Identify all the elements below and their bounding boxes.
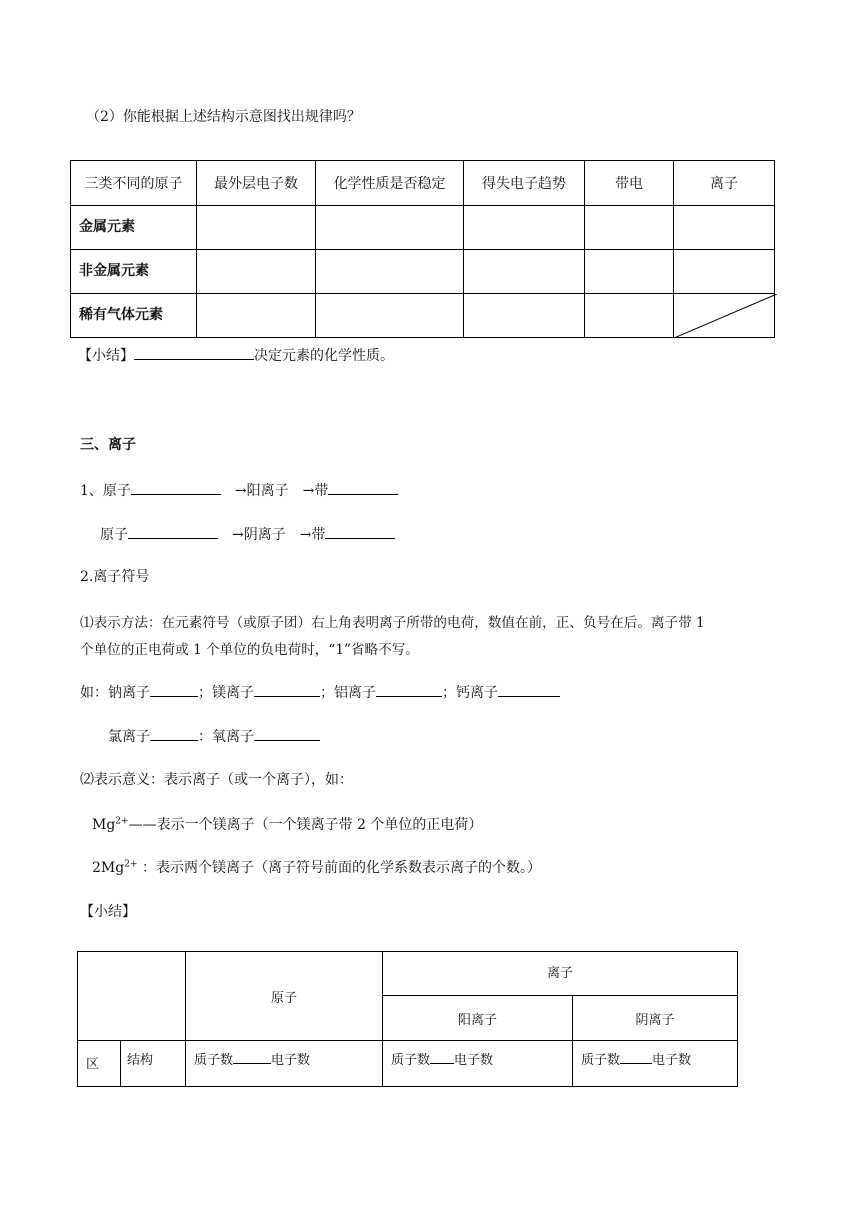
question-2: （2）你能根据上述结构示意图找出规律吗？ [86, 109, 361, 125]
cell [674, 206, 775, 250]
blank [325, 524, 395, 539]
row-nonmetal: 非金属元素 [71, 250, 197, 294]
cell [316, 206, 464, 250]
cell [316, 250, 464, 294]
cell [585, 250, 674, 294]
two-mg-example: $2Mg^{2+}$ ：表示两个镁离子（离子符号前面的化学系数表示离子的个数。） [92, 859, 541, 876]
cell [585, 206, 674, 250]
cell [585, 294, 674, 338]
blank [254, 682, 320, 697]
examples-row-2: 氯离子 ：氧离子 [108, 726, 320, 746]
blank [430, 1049, 454, 1064]
diagonal-cell [674, 294, 775, 338]
atom-structure: 质子数 电子数 [186, 1041, 383, 1087]
cell [464, 294, 585, 338]
atom-to-cation: 1、原子 →阳离子 →带 [80, 480, 398, 500]
header-outer-electrons: 最外层电子数 [197, 161, 316, 206]
cation-structure: 质子数 电子数 [383, 1041, 573, 1087]
atom-to-anion: 原子 →阴离子 →带 [100, 524, 395, 544]
blank [498, 682, 560, 697]
summary-1: 【小结】 决定元素的化学性质。 [78, 345, 394, 365]
header-anion: 阴离子 [573, 996, 738, 1041]
cell [197, 250, 316, 294]
cell [316, 294, 464, 338]
header-atom-types: 三类不同的原子 [71, 161, 197, 206]
cell [674, 250, 775, 294]
cell [464, 250, 585, 294]
meaning: ⑵表示意义：表示离子（或一个离子），如： [80, 772, 353, 788]
blank [150, 726, 198, 741]
section-title: 三、离子 [80, 437, 136, 453]
corner-cell [78, 952, 186, 1041]
header-ion: 离子 [674, 161, 775, 206]
blank [233, 1049, 271, 1064]
atom-ion-table [77, 951, 738, 1087]
diagonal-line [674, 294, 777, 338]
header-cation: 阳离子 [383, 996, 573, 1041]
summary-2: 【小结】 [80, 904, 136, 920]
blank [254, 726, 320, 741]
examples-row-1: 如：钠离子 ；镁离子 ；铝离子 ；钙离子 [80, 682, 560, 702]
header-electron-tendency: 得失电子趋势 [464, 161, 585, 206]
mg-ion-example: $Mg^{2+}——$表示一个镁离子（一个镁离子带 2 个单位的正电荷） [92, 816, 483, 833]
row-metal: 金属元素 [71, 206, 197, 250]
blank [376, 682, 442, 697]
header-ion: 离子 [383, 952, 738, 996]
row-noble-gas: 稀有气体元素 [71, 294, 197, 338]
cell [464, 206, 585, 250]
header-atom: 原子 [186, 952, 383, 1041]
element-table [70, 160, 775, 338]
method-line-1: ⑴表示方法：在元素符号（或原子团）右上角表明离子所带的电荷，数值在前，正、负号在后。离子带 1 [80, 615, 705, 631]
ion-symbol-title: 2.离子符号 [80, 569, 150, 585]
method-line-2: 个单位的正电荷或 1 个单位的负电荷时，“1”省略不写。 [80, 642, 419, 658]
anion-structure: 质子数 电子数 [573, 1041, 738, 1087]
header-charge: 带电 [585, 161, 674, 206]
blank [131, 480, 221, 495]
blank [328, 480, 398, 495]
blank [134, 345, 254, 360]
header-stability: 化学性质是否稳定 [316, 161, 464, 206]
structure-label: 结构 [121, 1041, 186, 1087]
cell [197, 206, 316, 250]
blank [128, 524, 218, 539]
row-label: 区 [78, 1041, 121, 1087]
cell [197, 294, 316, 338]
blank [620, 1049, 652, 1064]
blank [150, 682, 198, 697]
